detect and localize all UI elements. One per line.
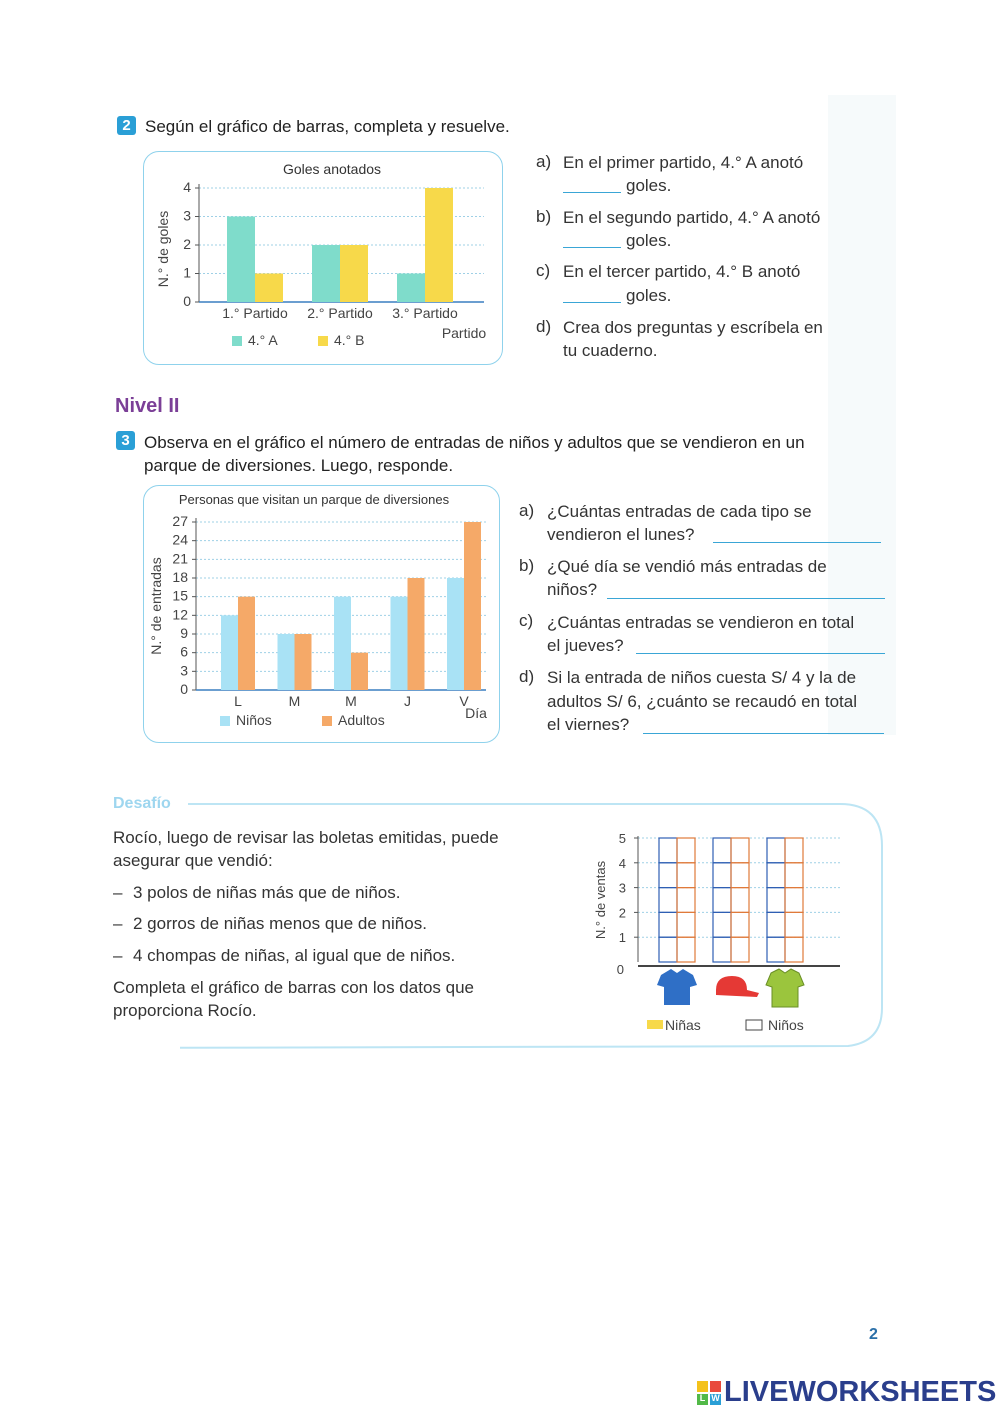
legend-label: Niñas bbox=[665, 1017, 701, 1033]
challenge-dash-3: – bbox=[113, 946, 123, 965]
x-tick-label: M bbox=[345, 693, 357, 709]
legend-label: Niños bbox=[768, 1017, 804, 1033]
grid-cell-ninos bbox=[785, 937, 803, 962]
answer-blank-3c[interactable] bbox=[636, 635, 885, 654]
chart-parque-box bbox=[143, 485, 500, 743]
chart-title: Personas que visitan un parque de diversiones bbox=[178, 492, 450, 507]
chart-goles bbox=[144, 152, 502, 364]
grid-cell-ninos bbox=[677, 937, 695, 962]
question-3c-text: ¿Cuántas entradas se vendieron en total bbox=[547, 613, 855, 632]
x-tick-label: M bbox=[288, 693, 301, 709]
grid-cell-ninos bbox=[731, 937, 749, 962]
legend-label: 4.° B bbox=[334, 332, 365, 348]
y-axis-label: N.° de entradas bbox=[148, 557, 164, 655]
legend-label: 4.° A bbox=[248, 332, 278, 348]
exercise-3-title: Observa en el gráfico el número de entradas de niños y adultos que se vendieron en un bbox=[144, 433, 805, 452]
challenge-item-3: 4 chompas de niñas, al igual que de niños. bbox=[133, 946, 456, 965]
x-axis-label: Día bbox=[465, 705, 487, 721]
legend-swatch bbox=[318, 336, 328, 346]
grid-cell-ninas bbox=[659, 912, 677, 937]
y-tick-label: 27 bbox=[172, 513, 188, 529]
y-tick-label: 0 bbox=[183, 293, 191, 309]
y-tick-label: 0 bbox=[616, 962, 624, 977]
grid-cell-ninos bbox=[677, 888, 695, 913]
legend-label: Adultos bbox=[338, 712, 385, 728]
grid-cell-ninas bbox=[713, 838, 731, 863]
question-a-text: En el primer partido, 4.° A anotó bbox=[563, 153, 804, 172]
answer-blank-b[interactable] bbox=[563, 229, 621, 248]
legend-label: Niños bbox=[236, 712, 272, 728]
bar-a bbox=[447, 578, 464, 690]
y-axis-label: N.° de goles bbox=[155, 210, 171, 288]
grid-cell-ninos bbox=[785, 912, 803, 937]
sweater-icon bbox=[766, 969, 804, 1007]
chart-goles-box bbox=[143, 151, 503, 365]
bar-a bbox=[278, 634, 295, 690]
question-a-unit: goles. bbox=[626, 176, 672, 195]
grid-cell-ninos bbox=[785, 838, 803, 863]
grid-cell-ninas bbox=[767, 838, 785, 863]
grid-cell-ninos bbox=[731, 863, 749, 888]
challenge-intro-2: asegurar que vendió: bbox=[113, 851, 273, 870]
y-tick-label: 4 bbox=[618, 855, 626, 871]
question-a-label: a) bbox=[536, 152, 552, 171]
challenge-item-1: 3 polos de niñas más que de niños. bbox=[133, 883, 401, 902]
answer-blank-a[interactable] bbox=[563, 174, 621, 193]
chart-ventas bbox=[585, 825, 845, 1040]
grid-cell-ninos bbox=[677, 838, 695, 863]
question-b-label: b) bbox=[536, 207, 552, 226]
question-d-text: Crea dos preguntas y escríbela en bbox=[563, 318, 823, 337]
y-tick-label: 2 bbox=[618, 905, 626, 921]
question-b-text: En el segundo partido, 4.° A anotó bbox=[563, 208, 821, 227]
bar-b bbox=[425, 188, 453, 302]
challenge-dash-2: – bbox=[113, 914, 123, 933]
challenge-dash-1: – bbox=[113, 883, 123, 902]
x-tick-label: 3.° Partido bbox=[392, 305, 458, 321]
x-axis-label: Partido bbox=[441, 325, 487, 341]
challenge-intro: Rocío, luego de revisar las boletas emitidas, puede bbox=[113, 828, 499, 847]
question-3b-text-2: niños? bbox=[547, 580, 598, 599]
y-tick-label: 2 bbox=[183, 236, 191, 252]
grid-cell-ninas bbox=[659, 863, 677, 888]
bar-a bbox=[397, 274, 425, 303]
challenge-heading: Desafío bbox=[113, 795, 171, 812]
y-tick-label: 15 bbox=[172, 587, 188, 604]
grid-cell-ninas bbox=[713, 912, 731, 937]
shirt-icon bbox=[657, 969, 697, 1005]
question-c-label: c) bbox=[536, 261, 551, 280]
legend-swatch bbox=[220, 716, 230, 726]
question-3d-text: Si la entrada de niños cuesta S/ 4 y la de bbox=[547, 668, 857, 687]
bar-b bbox=[238, 597, 255, 690]
grid-cell-ninos bbox=[731, 838, 749, 863]
y-tick-label: 21 bbox=[172, 550, 188, 567]
legend-swatch bbox=[232, 336, 242, 346]
challenge-outro-2: proporciona Rocío. bbox=[113, 1001, 257, 1020]
y-tick-label: 3 bbox=[618, 880, 626, 896]
question-3b-text: ¿Qué día se vendió más entradas de bbox=[547, 557, 827, 576]
question-3d-text-3: el viernes? bbox=[547, 715, 630, 734]
y-tick-label: 0 bbox=[180, 681, 188, 697]
grid-cell-ninas bbox=[659, 888, 677, 913]
y-tick-label: 3 bbox=[183, 207, 191, 224]
y-tick-label: 24 bbox=[172, 531, 188, 548]
exercise-2-badge: 2 bbox=[117, 116, 136, 135]
y-tick-label: 18 bbox=[172, 569, 188, 585]
chart-parque bbox=[144, 486, 499, 742]
challenge-outro: Completa el gráfico de barras con los datos que bbox=[113, 978, 474, 997]
answer-blank-3b[interactable] bbox=[607, 580, 885, 599]
question-3d-text-2: adultos S/ 6, ¿cuánto se recaudó en total bbox=[547, 692, 857, 711]
question-c-text: En el tercer partido, 4.° B anotó bbox=[563, 262, 801, 281]
bar-b bbox=[408, 578, 425, 690]
y-tick-label: 9 bbox=[180, 625, 188, 641]
x-tick-label: 1.° Partido bbox=[222, 305, 288, 321]
question-d-text-2: tu cuaderno. bbox=[563, 341, 658, 360]
x-tick-label: V bbox=[459, 693, 469, 709]
grid-cell-ninos bbox=[785, 863, 803, 888]
y-tick-label: 12 bbox=[172, 606, 188, 623]
legend-swatch bbox=[322, 716, 332, 726]
exercise-3-title-2: parque de diversiones. Luego, responde. bbox=[144, 456, 454, 475]
legend-swatch bbox=[647, 1020, 663, 1029]
x-tick-label: 2.° Partido bbox=[307, 305, 373, 321]
brand-logo-mark bbox=[697, 1381, 721, 1410]
grid-cell-ninas bbox=[713, 888, 731, 913]
grid-cell-ninas bbox=[767, 863, 785, 888]
question-3a-label: a) bbox=[519, 501, 535, 520]
y-tick-label: 3 bbox=[180, 662, 188, 679]
y-axis-label: N.° de ventas bbox=[593, 860, 608, 940]
grid-cell-ninas bbox=[659, 838, 677, 863]
question-3c-text-2: el jueves? bbox=[547, 636, 624, 655]
answer-blank-3d[interactable] bbox=[643, 715, 884, 734]
bar-a bbox=[312, 245, 340, 302]
bar-b bbox=[351, 653, 368, 690]
question-c-unit: goles. bbox=[626, 286, 672, 305]
brand-name: LIVEWORKSHEETS bbox=[724, 1376, 997, 1408]
bar-a bbox=[334, 597, 351, 690]
y-tick-label: 1 bbox=[618, 930, 626, 946]
grid-cell-ninos bbox=[731, 912, 749, 937]
bar-a bbox=[227, 217, 255, 303]
grid-cell-ninas bbox=[713, 937, 731, 962]
challenge-item-2: 2 gorros de niñas menos que de niños. bbox=[133, 914, 427, 933]
y-tick-label: 5 bbox=[618, 831, 626, 846]
question-d-label: d) bbox=[536, 317, 552, 336]
bar-b bbox=[340, 245, 368, 302]
question-3c-label: c) bbox=[519, 611, 534, 630]
answer-blank-3a[interactable] bbox=[713, 524, 881, 543]
question-3a-text-2: vendieron el lunes? bbox=[547, 525, 695, 544]
bar-a bbox=[391, 597, 408, 690]
grid-cell-ninas bbox=[767, 912, 785, 937]
answer-blank-c[interactable] bbox=[563, 284, 621, 303]
question-b-unit: goles. bbox=[626, 231, 672, 250]
y-tick-label: 6 bbox=[180, 643, 188, 660]
chart-title: Goles anotados bbox=[282, 161, 382, 177]
y-tick-label: 4 bbox=[183, 179, 191, 195]
x-tick-label: J bbox=[404, 693, 411, 709]
legend-swatch bbox=[746, 1020, 762, 1030]
bar-b bbox=[255, 274, 283, 303]
y-tick-label: 1 bbox=[183, 264, 191, 281]
exercise-2-title: Según el gráfico de barras, completa y resuelve. bbox=[145, 117, 510, 136]
grid-cell-ninos bbox=[677, 863, 695, 888]
logo-letter-l: L bbox=[699, 1393, 706, 1403]
bar-a bbox=[221, 615, 238, 690]
question-3a-text: ¿Cuántas entradas de cada tipo se bbox=[547, 502, 812, 521]
bar-b bbox=[464, 522, 481, 690]
grid-cell-ninas bbox=[713, 863, 731, 888]
cap-icon bbox=[716, 976, 759, 997]
page-number: 2 bbox=[869, 1326, 878, 1343]
grid-cell-ninos bbox=[731, 888, 749, 913]
grid-cell-ninas bbox=[659, 937, 677, 962]
level-heading: Nivel II bbox=[115, 395, 180, 417]
grid-cell-ninas bbox=[767, 937, 785, 962]
x-tick-label: L bbox=[234, 693, 242, 709]
grid-cell-ninas bbox=[767, 888, 785, 913]
bar-b bbox=[295, 634, 312, 690]
exercise-3-badge: 3 bbox=[116, 431, 135, 450]
grid-cell-ninos bbox=[785, 888, 803, 913]
logo-letter-w: W bbox=[711, 1393, 720, 1403]
question-3d-label: d) bbox=[519, 667, 535, 686]
question-3b-label: b) bbox=[519, 556, 535, 575]
grid-cell-ninos bbox=[677, 912, 695, 937]
